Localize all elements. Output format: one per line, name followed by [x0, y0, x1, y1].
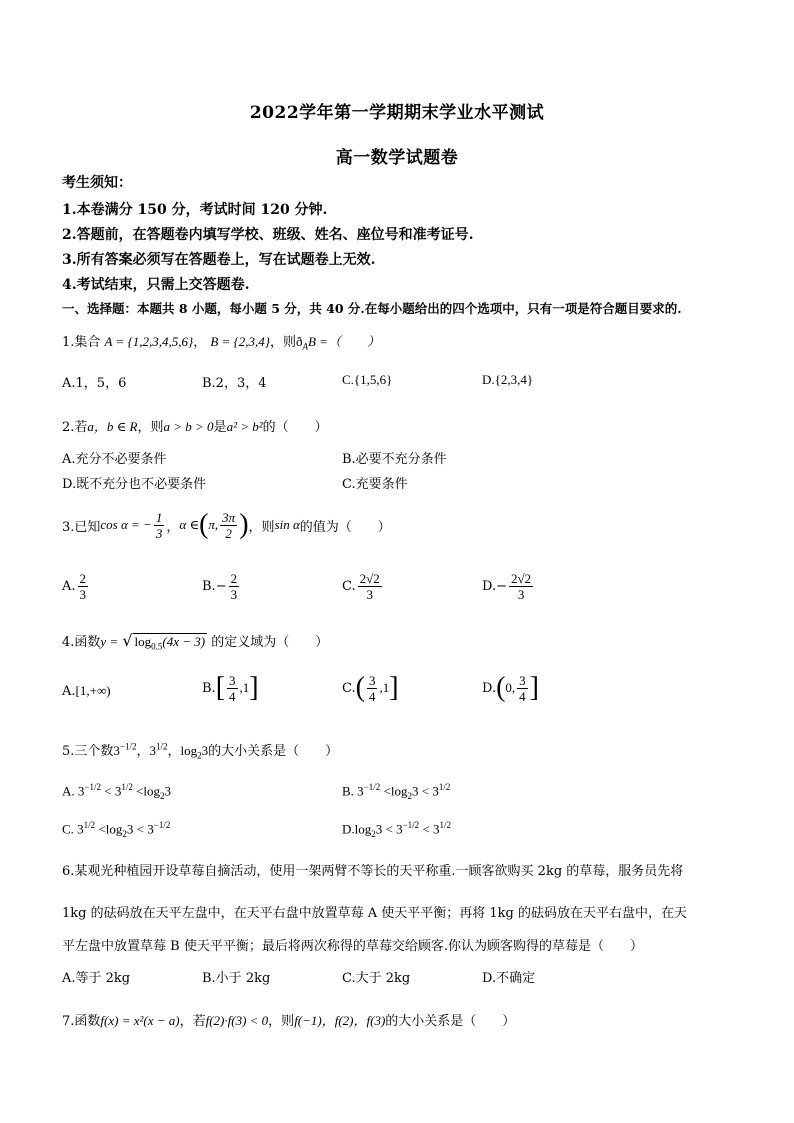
q5-option-c: C. $3^{1/2} <\log_23 < 3^{-1/2}$ [62, 820, 171, 839]
q5-option-d: $D.\log_23 < 3^{-1/2} < 3^{1/2}$ [342, 820, 452, 839]
q5-option-b: B. $3^{-1/2} <\log_23 < 3^{1/2}$ [342, 782, 451, 801]
notice-item: 2.答题前，在答题卷内填写学校、班级、姓名、座位号和准考证号. [62, 227, 474, 243]
notice-item: 3.所有答案必须写在答题卷上，写在试题卷上无效. [62, 252, 376, 268]
q6-option-a: A.等于 2kg [62, 971, 131, 986]
exam-subtitle: 高一数学试题卷 [335, 148, 459, 168]
q4-option-a: A.[1,+∞) [62, 683, 111, 699]
q1-option-d: D.{2,3,4} [482, 372, 534, 387]
q2-option-d: D.既不充分也不必要条件 [62, 477, 207, 492]
notice-item: 4.考试结束，只需上交答题卷. [62, 277, 250, 293]
notice-heading: 考生须知： [62, 175, 132, 191]
question-6-line-3: 平左盘中放置草莓 B 使天平平衡；最后将两次称得的草莓交给顾客.你认为顾客购得的草莓是（ ） [62, 939, 643, 954]
q1-option-a: A.1，5，6 [62, 376, 127, 391]
question-1: 1.集合 A = {1,2,3,4,5,6}， B = {2,3,4}，则$ð_AB$ =（ ） [62, 334, 380, 352]
q2-option-c: C.充要条件 [342, 477, 408, 492]
question-6-line-1: 6.某观光种植园开设草莓自摘活动，使用一架两臂不等长的天平称重.一顾客欲购买 2kg 的草莓，服务员先将 [62, 864, 684, 879]
question-6-line-2: 1kg 的砝码放在天平左盘中，在天平右盘中放置草莓 A 使天平平衡；再将 1kg 的砝码放在天平右盘中，在天 [62, 906, 687, 921]
q5-option-a: A. $3^{-1/2} < 3^{1/2} <\log_23$ [62, 782, 172, 801]
q2-option-b: B.必要不充分条件 [342, 452, 447, 467]
question-3: 3.已知 cos α = − $\frac{1}{3}$ ， α ∈ ( π, $\frac{3\pi}{2}$ ) ，则 sin α 的值为（ ） [62, 509, 391, 541]
fraction: $\frac{3\pi}{2}$ [222, 509, 236, 541]
q4-option-b: B. [ $\frac{3}{4}$ ,1 ] [202, 672, 259, 704]
question-7: 7.函数f(x) = x²(x − a)，若f(2)·f(3) < 0，则f(−1)，f(2)，f(3)的大小关系是（ ） [62, 1013, 516, 1029]
question-5: 5.三个数$3^{-1/2}$，$3^{1/2}$，$\log_23$的大小关系是（ ） [62, 741, 339, 761]
q3-option-a: A. $\frac{2}{3}$ [62, 571, 87, 602]
question-4: 4.函数y = √ $\log_{0.5}(4x - 3)$ 的定义域为（ ） [62, 631, 329, 652]
q2-option-a: A.充分不必要条件 [62, 452, 167, 467]
fraction: $\frac{1}{3}$ [155, 509, 163, 541]
q6-option-c: C.大于 2kg [342, 971, 411, 986]
q4-option-c: C. ( $\frac{3}{4}$ ,1 ] [342, 672, 399, 704]
q3-option-d: D. − $\frac{2√2}{3}$ [482, 571, 532, 602]
notice-item: 1.本卷满分 150 分，考试时间 120 分钟. [62, 202, 328, 218]
q6-option-b: B.小于 2kg [202, 971, 271, 986]
q4-option-d: D. ( 0, $\frac{3}{4}$ ] [482, 672, 539, 704]
q3-option-c: C. $\frac{2√2}{3}$ [342, 571, 380, 602]
section-heading: 一、选择题：本题共 8 小题，每小题 5 分，共 40 分.在每小题给出的四个选项中，只有一项是符合题目要求的. [62, 301, 682, 316]
q3-option-b: B. − $\frac{2}{3}$ [202, 571, 238, 602]
q1-option-c: C.{1,5,6} [342, 372, 393, 387]
exam-title: 2022学年第一学期期末学业水平测试 [249, 103, 545, 123]
q6-option-d: D.不确定 [482, 971, 536, 986]
q1-option-b: B.2，3，4 [202, 376, 267, 391]
question-2: 2.若a，b ∈ R，则a > b > 0是a² > b²的（ ） [62, 419, 328, 435]
